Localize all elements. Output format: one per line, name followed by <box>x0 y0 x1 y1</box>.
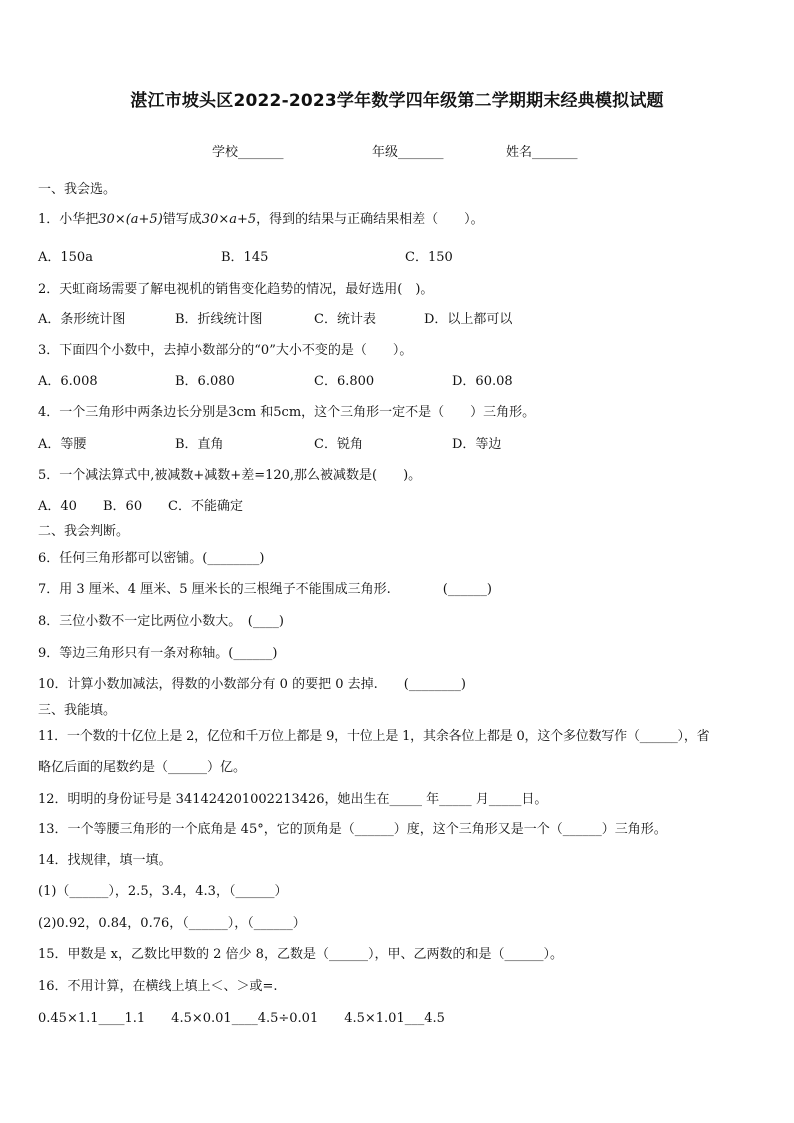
option-c: C．6.800 <box>314 374 375 389</box>
school-field: 学校_______ <box>212 145 284 160</box>
option-b: B．折线统计图 <box>175 312 263 327</box>
question-1-pre: 1．小华把 <box>38 212 99 227</box>
option-a: A．条形统计图 <box>38 312 126 327</box>
question-14: 14．找规律，填一填。 <box>38 853 172 868</box>
option-c: C．统计表 <box>314 312 376 327</box>
option-b: B．直角 <box>175 437 224 452</box>
question-11-line-1: 11．一个数的十亿位上是 2，亿位和千万位上都是 9，十位上是 1，其余各位上都是 0，这个多位数写作（______），省 <box>38 729 710 744</box>
section-heading-choice: 一、我会选。 <box>38 182 117 197</box>
option-c: C．锐角 <box>314 437 363 452</box>
section-heading-judge: 二、我会判断。 <box>38 524 130 539</box>
question-1 <box>38 212 484 228</box>
option-c: C．150 <box>405 250 453 265</box>
option-d: D．以上都可以 <box>424 312 513 327</box>
question-16-comparisons: 0.45×1.1____1.1 4.5×0.01____4.5÷0.01 4.5×1.01___4.5 <box>38 1011 445 1026</box>
question-13: 13．一个等腰三角形的一个底角是 45°，它的顶角是（______）度，这个三角形又是一个（______）三角形。 <box>38 822 667 837</box>
section-heading-fill: 三、我能填。 <box>38 703 117 718</box>
question-7: 7．用 3 厘米、4 厘米、5 厘米长的三根绳子不能围成三角形. (______) <box>38 582 492 597</box>
option-b: B．60 <box>103 499 143 514</box>
question-2: 2．天虹商场需要了解电视机的销售变化趋势的情况，最好选用( )。 <box>38 282 434 297</box>
question-14-part-1: (1)（______），2.5，3.4，4.3，（______） <box>38 884 288 899</box>
question-16: 16．不用计算，在横线上填上＜、＞或=. <box>38 979 278 994</box>
page-title: 湛江市坡头区2022-2023学年数学四年级第二学期期末经典模拟试题 <box>130 91 664 111</box>
option-a: A．6.008 <box>38 374 98 389</box>
question-11-line-2: 略亿后面的尾数约是（______）亿。 <box>38 760 247 775</box>
question-1-expression-correct: 30×(a+5) <box>98 212 163 227</box>
question-15: 15．甲数是 x，乙数比甲数的 2 倍少 8，乙数是（______），甲、乙两数的和是（______）。 <box>38 947 563 962</box>
option-b: B．145 <box>221 250 269 265</box>
question-3: 3．下面四个小数中，去掉小数部分的“0”大小不变的是（ ）。 <box>38 343 413 358</box>
question-14-part-2: (2)0.92，0.84，0.76，（______），（______） <box>38 916 306 931</box>
option-a: A．150a <box>38 250 93 265</box>
name-field: 姓名_______ <box>506 145 578 160</box>
option-a: A．等腰 <box>38 437 87 452</box>
question-8: 8．三位小数不一定比两位小数大。 (____) <box>38 614 284 629</box>
question-9: 9．等边三角形只有一条对称轴。(______) <box>38 646 278 661</box>
option-c: C．不能确定 <box>168 499 243 514</box>
question-1-mid: 错写成 <box>162 212 202 227</box>
option-d: D．60.08 <box>452 374 513 389</box>
question-6: 6．任何三角形都可以密铺。(________) <box>38 551 265 566</box>
question-1-post: ，得到的结果与正确结果相差（ ）。 <box>256 212 484 227</box>
question-10: 10．计算小数加减法，得数的小数部分有 0 的要把 0 去掉. (________) <box>38 677 466 692</box>
option-d: D．等边 <box>452 437 502 452</box>
question-5: 5．一个减法算式中,被减数+减数+差=120,那么被减数是( )。 <box>38 468 422 483</box>
option-b: B．6.080 <box>175 374 235 389</box>
question-1-expression-wrong: 30×a+5 <box>201 212 257 227</box>
question-4: 4．一个三角形中两条边长分别是3cm 和5cm，这个三角形一定不是（ ）三角形。 <box>38 405 536 420</box>
option-a: A．40 <box>38 499 77 514</box>
question-12: 12．明明的身份证号是 341424201002213426，她出生在_____ 年_____ 月_____日。 <box>38 792 548 807</box>
grade-field: 年级_______ <box>372 145 444 160</box>
